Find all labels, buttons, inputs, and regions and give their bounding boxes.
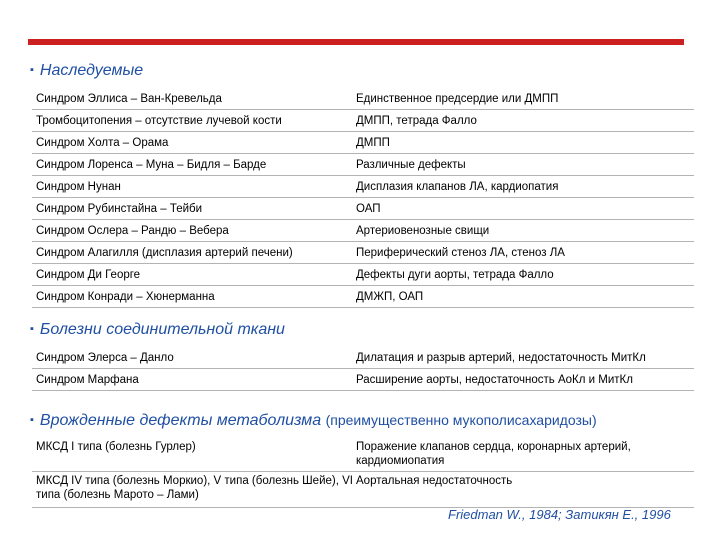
syndrome-cell: Синдром Ди Георге <box>36 269 141 281</box>
syndrome-cell: Синдром Нунан <box>36 181 121 193</box>
table-row <box>32 220 694 242</box>
syndrome-cell: Тромбоцитопения – отсутствие лучевой кости <box>36 115 282 127</box>
defect-cell: Различные дефекты <box>356 159 466 171</box>
table-row <box>32 242 694 264</box>
defect-cell: ДМПП, тетрада Фалло <box>356 115 477 127</box>
syndrome-cell: Синдром Элерса – Данло <box>36 352 174 364</box>
defect-cell: Аортальная недостаточность <box>356 475 513 487</box>
defect-cell: ДМЖП, ОАП <box>356 291 424 303</box>
defect-cell: Периферический стеноз ЛА, стеноз ЛА <box>356 247 565 259</box>
syndrome-cell: Синдром Лоренса – Муна – Бидля – Барде <box>36 159 267 171</box>
citation: Friedman W., 1984; Затикян Е., 1996 <box>448 507 671 522</box>
square-bullet-icon: ▪ <box>30 414 34 426</box>
syndrome-cell: Синдром Рубинстайна – Тейби <box>36 203 203 215</box>
table-row <box>32 176 694 198</box>
syndrome-cell: Синдром Конради – Хюнерманна <box>36 291 215 303</box>
defect-cell: Поражение клапанов сердца, коронарных артерий, кардиомиопатия <box>356 441 631 467</box>
section-title: Наследуемые <box>39 62 144 79</box>
section-title: Врожденные дефекты метаболизма <box>39 412 322 429</box>
defect-cell: Дефекты дуги аорты, тетрада Фалло <box>356 269 554 281</box>
defect-cell: ДМПП <box>356 137 390 149</box>
table-row <box>32 286 694 308</box>
defect-cell: ОАП <box>356 203 381 215</box>
table-row <box>32 132 694 154</box>
section-heading-hereditary <box>30 62 143 80</box>
defect-cell: Дисплазия клапанов ЛА, кардиопатия <box>356 181 559 193</box>
syndrome-cell: Синдром Алагилля (дисплазия артерий печени) <box>36 247 293 259</box>
table-row <box>32 369 694 391</box>
table-row <box>32 88 694 110</box>
section-title: Болезни соединительной ткани <box>39 321 285 338</box>
section-heading-metabolism <box>30 412 597 430</box>
defect-cell: Артериовенозные свищи <box>356 225 490 237</box>
defect-cell: Дилатация и разрыв артерий, недостаточность МитКл <box>356 352 646 364</box>
table-row <box>32 347 694 369</box>
syndrome-cell: Синдром Ослера – Рандю – Вебера <box>36 225 229 237</box>
top-accent-bar <box>28 39 684 45</box>
metabolism-table <box>32 438 694 508</box>
syndrome-cell: Синдром Эллиса – Ван-Кревельда <box>36 93 222 105</box>
syndrome-cell: Синдром Марфана <box>36 374 139 386</box>
syndrome-cell: МКСД IV типа (болезнь Моркио), V типа (болезнь Шейе), VI типа (болезнь Марото – Лами) <box>36 475 353 501</box>
section-heading-connective-tissue <box>30 321 285 339</box>
syndrome-cell: МКСД I типа (болезнь Гурлер) <box>36 441 196 453</box>
hereditary-table <box>32 88 694 308</box>
defect-cell: Расширение аорты, недостаточность АоКл и МитКл <box>356 374 633 386</box>
table-row <box>32 472 694 508</box>
table-row <box>32 154 694 176</box>
table-row <box>32 198 694 220</box>
section-note: (преимущественно мукополисахаридозы) <box>325 412 597 428</box>
table-row <box>32 110 694 132</box>
table-row <box>32 438 694 472</box>
square-bullet-icon: ▪ <box>30 64 34 76</box>
syndrome-cell: Синдром Холта – Орама <box>36 137 169 149</box>
square-bullet-icon: ▪ <box>30 323 34 335</box>
connective-tissue-table <box>32 347 694 391</box>
defect-cell: Единственное предсердие или ДМПП <box>356 93 559 105</box>
table-row <box>32 264 694 286</box>
